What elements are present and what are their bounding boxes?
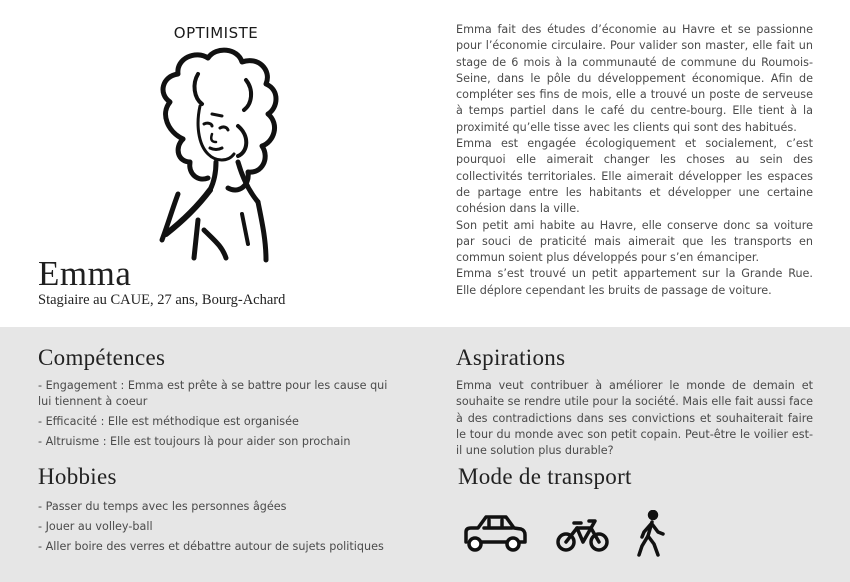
personality-trait: OPTIMISTE [173, 24, 259, 42]
bio-paragraph: Emma est engagée écologiquement et socialement, c’est pourquoi elle aimerait changer les choses au sein des collectivités territoriales. Elle aimerait développer les espaces de partage entre les habitants et développer une certaine cohésion dans la ville. [456, 137, 813, 216]
bio-paragraph: Emma fait des études d’économie au Havre et se passionne pour l’économie circulaire. Pour valider son master, elle fait un stage de 6 mois à la communauté de commune du Roumois-Seine, dans le pôle du développement économique. Afin de compléter ses fins de mois, elle a trouvé un poste de serveuse à temps partiel dans le café du centre-bourg. Elle tient à la proximité qu’elle tisse avec les clients qui sont des habitués. [456, 23, 813, 134]
aspirations-text: Emma veut contribuer à améliorer le monde de demain et souhaite se rendre utile pour la société. Mais elle fait aussi face à des contradictions dans ses convictions et souhaiterait faire le tour du monde avec son petit copain. Peut-être le voilier est-il une solution plus durable? [456, 379, 813, 458]
competence-item: - Altruisme : Elle est toujours là pour aider son prochain [38, 435, 351, 448]
bio-paragraph: Emma s’est trouvé un petit appartement sur la Grande Rue. Elle déplore cependant les bruits de passage de voiture. [456, 267, 813, 297]
portrait-drawing [138, 44, 294, 264]
aspirations-heading: Aspirations [456, 345, 566, 370]
hobbies-heading: Hobbies [38, 464, 117, 489]
persona-name: Emma [38, 254, 132, 293]
walking-icon [636, 510, 668, 558]
hobby-item: - Jouer au volley-ball [38, 520, 153, 533]
bio-paragraph: Son petit ami habite au Havre, elle conserve donc sa voiture par souci de praticité mais aimerait que les transports en commun soient plus développés pour s’en émanciper. [456, 218, 813, 265]
hobbies-list [38, 499, 400, 559]
hobby-item: - Aller boire des verres et débattre autour de sujets politiques [38, 540, 384, 553]
biography [456, 22, 813, 299]
competence-item: - Engagement : Emma est prête à se battre pour les cause qui lui tiennent à coeur [38, 379, 388, 408]
hobby-item: - Passer du temps avec les personnes âgées [38, 500, 287, 513]
bicycle-icon [555, 516, 611, 554]
persona-subtitle: Stagiaire au CAUE, 27 ans, Bourg-Achard [38, 292, 286, 308]
transport-heading: Mode de transport [458, 464, 632, 489]
car-icon [462, 512, 528, 556]
competences-list [38, 378, 400, 454]
competences-heading: Compétences [38, 345, 166, 370]
competence-item: - Efficacité : Elle est méthodique est organisée [38, 415, 299, 428]
